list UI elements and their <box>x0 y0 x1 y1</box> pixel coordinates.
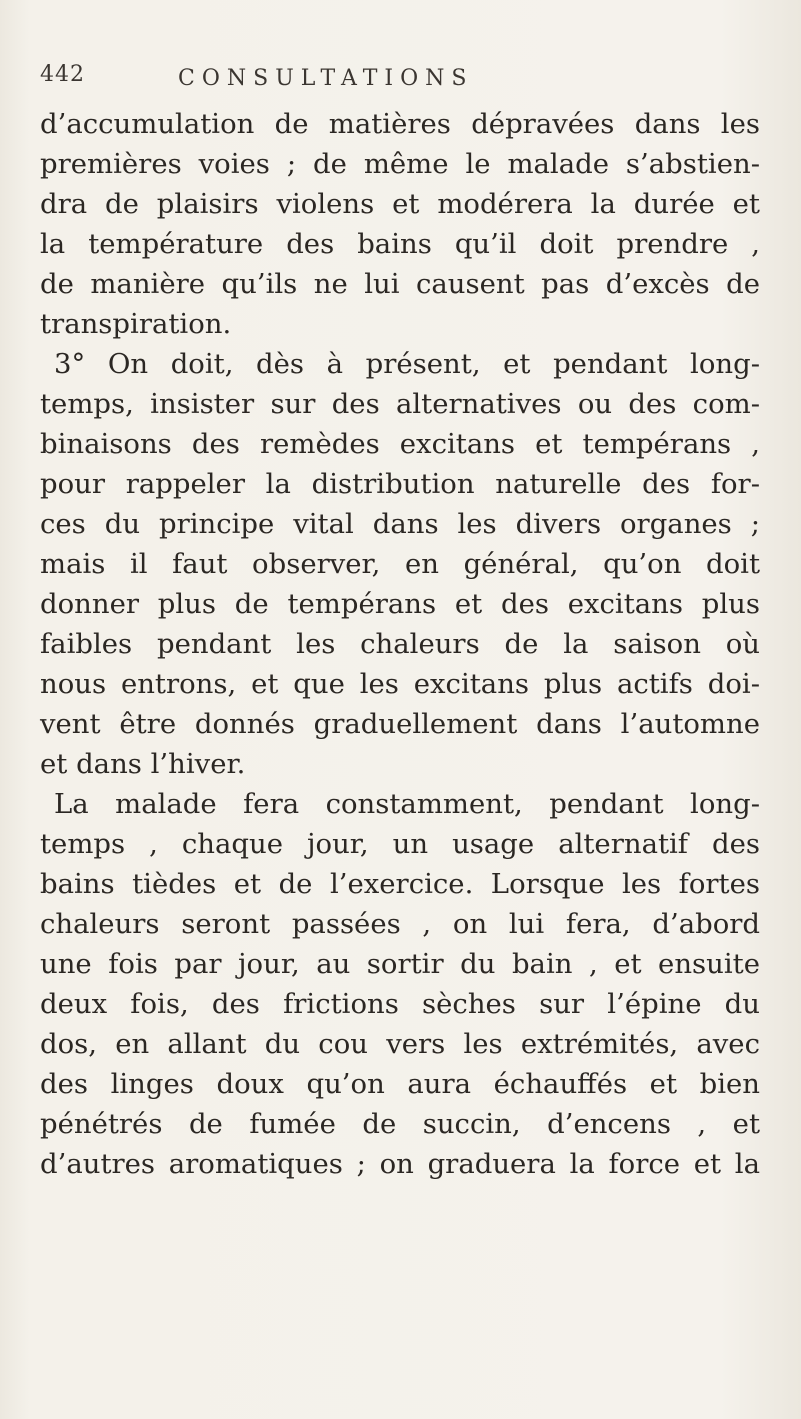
text-line: d’autres aromatiques ; on graduera la force et la <box>40 1148 760 1180</box>
text-line: dra de plaisirs violens et modérera la durée et <box>40 188 760 220</box>
page-header <box>38 62 738 102</box>
text-line: vent être donnés graduellement dans l’automne <box>40 708 760 740</box>
text-line: donner plus de tempérans et des excitans plus <box>40 588 760 620</box>
text-line: une fois par jour, au sortir du bain , et ensuite <box>40 948 760 980</box>
text-line: pénétrés de fumée de succin, d’encens , et <box>40 1108 760 1140</box>
text-line: faibles pendant les chaleurs de la saison où <box>40 628 760 660</box>
running-title: CONSULTATIONS <box>178 66 474 91</box>
text-line: La malade fera constamment, pendant long- <box>54 788 760 820</box>
text-line: chaleurs seront passées , on lui fera, d’abord <box>40 908 760 940</box>
text-line: temps , chaque jour, un usage alternatif des <box>40 828 760 860</box>
text-line: des linges doux qu’on aura échauffés et bien <box>40 1068 760 1100</box>
text-line: d’accumulation de matières dépravées dans les <box>40 108 760 140</box>
text-line: mais il faut observer, en général, qu’on doit <box>40 548 760 580</box>
text-line: pour rappeler la distribution naturelle des for- <box>40 468 760 500</box>
text-line: temps, insister sur des alternatives ou des com- <box>40 388 760 420</box>
body-text <box>40 104 760 1184</box>
text-line: bains tièdes et de l’exercice. Lorsque les fortes <box>40 868 760 900</box>
text-line: de manière qu’ils ne lui causent pas d’excès de <box>40 268 760 300</box>
text-line: nous entrons, et que les excitans plus actifs doi- <box>40 668 760 700</box>
text-line: dos, en allant du cou vers les extrémités, avec <box>40 1028 760 1060</box>
page-number: 442 <box>40 62 85 87</box>
text-line: premières voies ; de même le malade s’abstien- <box>40 148 760 180</box>
text-line: et dans l’hiver. <box>40 748 246 780</box>
text-line: transpiration. <box>40 308 232 340</box>
text-line: ces du principe vital dans les divers organes ; <box>40 508 760 540</box>
text-line: 3° On doit, dès à présent, et pendant long- <box>54 348 760 380</box>
text-line: la température des bains qu’il doit prendre , <box>40 228 760 260</box>
text-line: binaisons des remèdes excitans et tempérans , <box>40 428 760 460</box>
text-line: deux fois, des frictions sèches sur l’épine du <box>40 988 760 1020</box>
